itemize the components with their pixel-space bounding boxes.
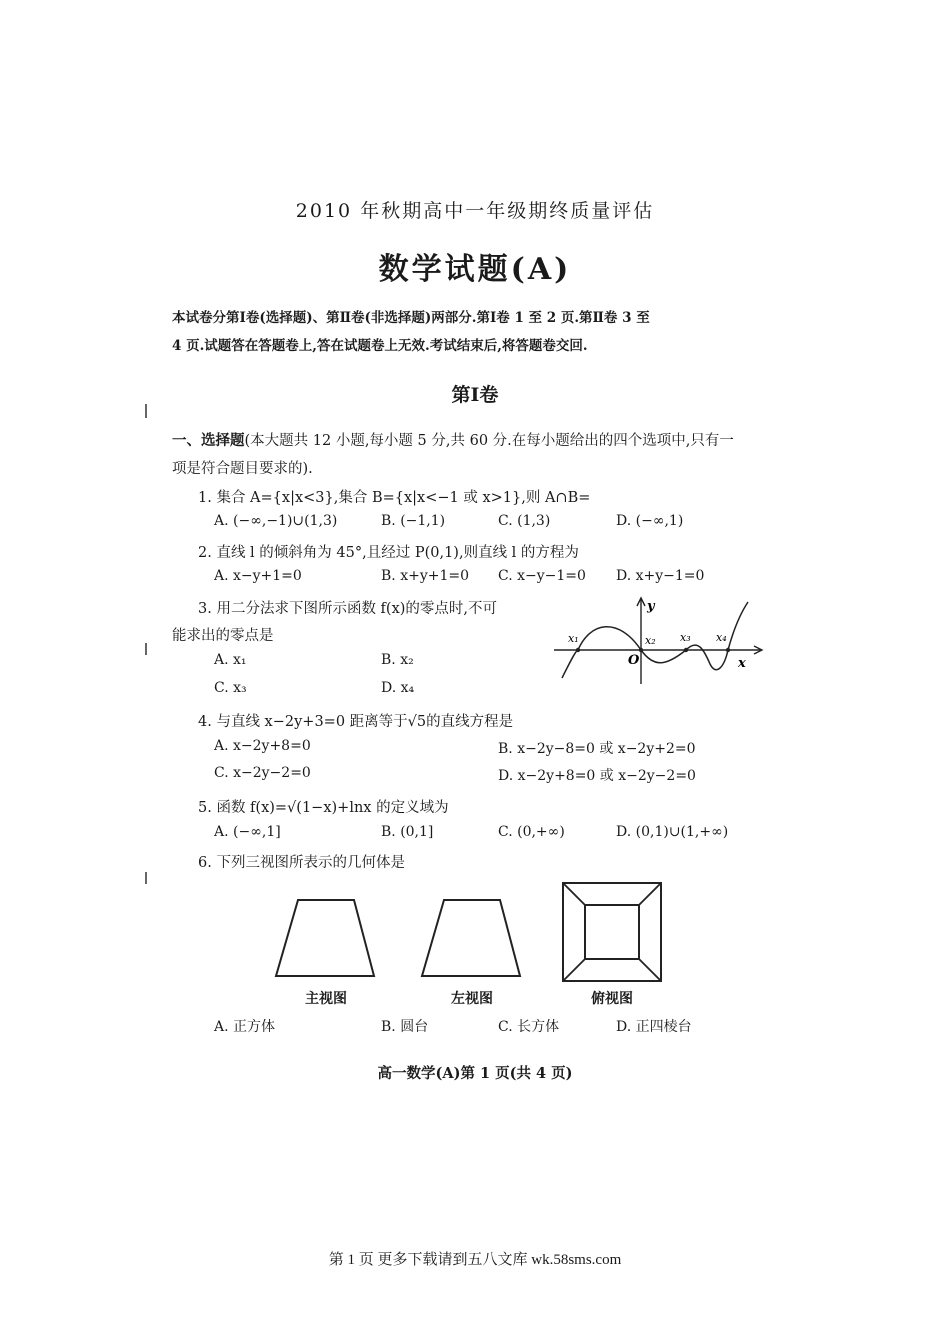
top-view-edge <box>639 959 661 981</box>
top-view-edge <box>639 883 661 905</box>
label-origin: O <box>628 653 640 668</box>
q2-option-a: A. x−y+1=0 <box>214 568 302 584</box>
zero-point-x4 <box>726 648 730 652</box>
part1-desc: (本大题共 12 小题,每小题 5 分,共 60 分.在每小题给出的四个选项中,只有一 <box>244 433 734 449</box>
top-view-label: 俯视图 <box>591 991 633 1007</box>
q6-option-b: B. 圆台 <box>381 1019 429 1035</box>
q4-option-a: A. x−2y+8=0 <box>214 738 311 754</box>
top-view-inner-square <box>585 905 639 959</box>
top-view-edge <box>563 883 585 905</box>
front-view-drawing <box>270 892 382 982</box>
part1-label: 一、选择题 <box>172 432 245 449</box>
q5-option-c: C. (0,+∞) <box>498 824 565 840</box>
part1-heading <box>172 429 734 450</box>
q6-option-d: D. 正四棱台 <box>616 1019 692 1035</box>
q3-option-a: A. x₁ <box>214 652 247 668</box>
label-y-axis: y <box>647 599 655 614</box>
q5-option-a: A. (−∞,1] <box>214 824 281 840</box>
q2-stem: 2. 直线 l 的倾斜角为 45°,且经过 P(0,1),则直线 l 的方程为 <box>198 545 579 561</box>
download-note: 第 1 页 更多下载请到五八文库 wk.58sms.com <box>328 1252 622 1268</box>
scan-mark <box>145 404 152 418</box>
q3-stem-2: 能求出的零点是 <box>172 628 274 644</box>
q4-option-d: D. x−2y+8=0 或 x−2y−2=0 <box>498 768 696 784</box>
q4-option-b: B. x−2y−8=0 或 x−2y+2=0 <box>498 741 696 757</box>
label-x2: x₂ <box>645 634 656 647</box>
zero-point-x1 <box>576 648 580 652</box>
top-view-edge <box>563 959 585 981</box>
label-x-axis: x <box>738 656 746 671</box>
zero-point-x3 <box>684 648 688 652</box>
q3-option-b: B. x₂ <box>381 652 414 668</box>
q1-option-b: B. (−1,1) <box>381 513 446 529</box>
zero-point-x2 <box>639 648 643 652</box>
exam-title: 数学试题(A) <box>378 252 572 287</box>
q3-option-d: D. x₄ <box>381 680 415 696</box>
exam-subtitle: 2010 年秋期高中一年级期终质量评估 <box>295 200 655 222</box>
part1-desc-2: 项是符合题目要求的). <box>172 461 313 477</box>
q6-option-a: A. 正方体 <box>214 1019 276 1035</box>
q3-option-c: C. x₃ <box>214 680 247 696</box>
q1-option-c: C. (1,3) <box>498 513 551 529</box>
q4-option-c: C. x−2y−2=0 <box>214 765 311 781</box>
scan-mark <box>145 643 152 655</box>
side-view-label: 左视图 <box>451 991 493 1007</box>
label-x4: x₄ <box>716 631 727 644</box>
q1-stem: 1. 集合 A={x|x<3},集合 B={x|x<−1 或 x>1},则 A∩B= <box>198 490 591 506</box>
label-x3: x₃ <box>680 631 691 644</box>
scan-mark <box>145 872 152 884</box>
q1-option-a: A. (−∞,−1)∪(1,3) <box>214 513 338 529</box>
q3-function-graph <box>548 592 768 688</box>
side-view-trapezoid <box>422 900 520 976</box>
q5-option-d: D. (0,1)∪(1,+∞) <box>616 824 729 840</box>
intro-line-2: 4 页.试题答在答题卷上,答在试题卷上无效.考试结束后,将答题卷交回. <box>172 338 588 354</box>
q2-option-c: C. x−y−1=0 <box>498 568 586 584</box>
section-title: 第Ⅰ卷 <box>451 384 499 406</box>
q4-stem: 4. 与直线 x−2y+3=0 距离等于√5的直线方程是 <box>198 714 514 730</box>
page-footer: 高一数学(A)第 1 页(共 4 页) <box>377 1065 573 1082</box>
intro-line-1: 本试卷分第Ⅰ卷(选择题)、第Ⅱ卷(非选择题)两部分.第Ⅰ卷 1 至 2 页.第Ⅱ卷 3 至 <box>172 310 650 326</box>
label-x1: x₁ <box>568 632 579 645</box>
front-view-label: 主视图 <box>305 991 347 1007</box>
q2-option-b: B. x+y+1=0 <box>381 568 469 584</box>
q5-stem: 5. 函数 f(x)=√(1−x)+lnx 的定义域为 <box>198 800 449 816</box>
q1-option-d: D. (−∞,1) <box>616 513 684 529</box>
top-view-drawing <box>560 880 664 984</box>
q2-option-d: D. x+y−1=0 <box>616 568 705 584</box>
side-view-drawing <box>416 892 528 982</box>
front-view-trapezoid <box>276 900 374 976</box>
q5-option-b: B. (0,1] <box>381 824 434 840</box>
q6-stem: 6. 下列三视图所表示的几何体是 <box>198 855 405 871</box>
q6-option-c: C. 长方体 <box>498 1019 560 1035</box>
q3-stem: 3. 用二分法求下图所示函数 f(x)的零点时,不可 <box>198 601 498 617</box>
